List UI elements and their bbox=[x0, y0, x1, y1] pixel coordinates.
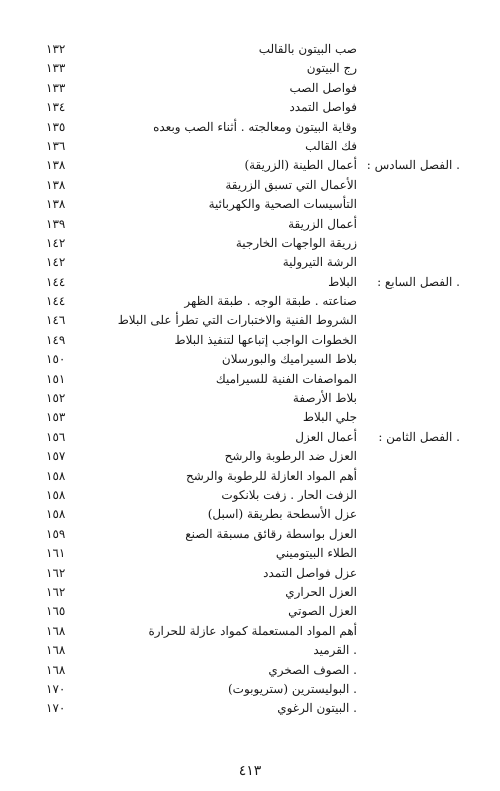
toc-entry bbox=[40, 176, 460, 195]
entry-page-number: ١٥٣ bbox=[46, 410, 66, 425]
entry-page-number: ١٦٨ bbox=[46, 643, 66, 658]
entry-page-number: ١٥٨ bbox=[46, 487, 66, 502]
entry-page-number: ١٦٨ bbox=[46, 662, 66, 677]
entry-title: الأعمال التي تسبق الزريقة bbox=[225, 177, 357, 192]
entry-page-number: ١٣٦ bbox=[46, 138, 66, 153]
entry-title: عزل الأسطحة بطريقة (اسبل) bbox=[207, 507, 357, 522]
toc-entry bbox=[40, 467, 460, 486]
entry-page-number: ١٦١ bbox=[46, 546, 66, 561]
entry-title: فواصل الصب bbox=[289, 80, 357, 95]
entry-title: بلاط السيراميك والبورسلان bbox=[221, 352, 357, 367]
toc-entry bbox=[40, 622, 460, 641]
entry-page-number: ١٥٩ bbox=[46, 526, 66, 541]
entry-title: الشروط الفنية والاختبارات التي تطرأ على البلاط bbox=[117, 313, 357, 328]
toc-entry bbox=[40, 311, 460, 330]
entry-page-number: ١٥٧ bbox=[46, 449, 66, 464]
entry-title: الخطوات الواجب إتباعها لتنفيذ البلاط bbox=[174, 332, 357, 347]
toc-entry bbox=[40, 447, 460, 466]
chapter-label: . الفصل السادس : bbox=[366, 158, 460, 173]
entry-page-number: ١٥٦ bbox=[46, 429, 66, 444]
entry-title: . القرميد bbox=[313, 643, 357, 658]
chapter-label: . الفصل السابع : bbox=[377, 274, 460, 289]
entry-page-number: ١٤٩ bbox=[46, 332, 66, 347]
entry-page-number: ١٥٠ bbox=[46, 352, 66, 367]
toc-entry bbox=[40, 389, 460, 408]
entry-page-number: ١٦٢ bbox=[46, 565, 66, 580]
entry-page-number: ١٣٨ bbox=[46, 158, 66, 173]
toc-entry bbox=[40, 98, 460, 117]
entry-page-number: ١٥٨ bbox=[46, 507, 66, 522]
entry-title: فواصل التمدد bbox=[289, 100, 357, 115]
toc-entry bbox=[40, 525, 460, 544]
toc-entry bbox=[40, 253, 460, 272]
toc-entry bbox=[40, 641, 460, 660]
chapter-label: . الفصل الثامن : bbox=[378, 429, 460, 444]
entry-page-number: ١٣٩ bbox=[46, 216, 66, 231]
entry-title: العزل الحراري bbox=[285, 584, 357, 599]
entry-page-number: ١٣٥ bbox=[46, 119, 66, 134]
entry-title: جلي البلاط bbox=[302, 410, 357, 425]
entry-page-number: ١٣٤ bbox=[46, 100, 66, 115]
toc-entry bbox=[40, 273, 460, 292]
entry-title: رج البيتون bbox=[306, 61, 357, 76]
entry-title: . البيتون الرغوي bbox=[277, 701, 357, 716]
entry-title: الرشة التيرولية bbox=[282, 255, 357, 270]
page-number: ٤١٣ bbox=[238, 763, 262, 779]
toc-entry bbox=[40, 292, 460, 311]
entry-title: العزل بواسطة رقائق مسبقة الصنع bbox=[185, 526, 357, 541]
entry-title: المواصفات الفنية للسيراميك bbox=[215, 371, 357, 386]
entry-page-number: ١٣٣ bbox=[46, 80, 66, 95]
toc-entry bbox=[40, 350, 460, 369]
toc-entry bbox=[40, 59, 460, 78]
entry-title: عزل فواصل التمدد bbox=[263, 565, 357, 580]
entry-title: . البوليسترين (ستريوبوت) bbox=[228, 681, 357, 696]
toc-entry bbox=[40, 195, 460, 214]
toc-entry bbox=[40, 331, 460, 350]
entry-page-number: ١٥٨ bbox=[46, 468, 66, 483]
entry-title: أعمال الطينة (الزريقة) bbox=[244, 158, 357, 173]
entry-page-number: ١٥١ bbox=[46, 371, 66, 386]
entry-title: أعمال الزريقة bbox=[288, 216, 357, 231]
entry-page-number: ١٣٨ bbox=[46, 197, 66, 212]
entry-page-number: ١٧٠ bbox=[46, 681, 66, 696]
toc-entry bbox=[40, 661, 460, 680]
toc-entry bbox=[40, 79, 460, 98]
entry-title: الزفت الحار . زفت بلانكوت bbox=[221, 487, 357, 502]
entry-title: زريقة الواجهات الخارجية bbox=[235, 235, 357, 250]
entry-page-number: ١٤٢ bbox=[46, 255, 66, 270]
entry-page-number: ١٥٢ bbox=[46, 391, 66, 406]
toc-entry bbox=[40, 544, 460, 563]
toc-entry bbox=[40, 234, 460, 253]
toc-entry bbox=[40, 156, 460, 175]
entry-page-number: ١٣٣ bbox=[46, 61, 66, 76]
entry-title: البلاط bbox=[328, 274, 357, 289]
entry-title: العزل ضد الرطوبة والرشح bbox=[224, 449, 357, 464]
entry-title: صب البيتون بالقالب bbox=[258, 42, 357, 56]
entry-page-number: ١٦٥ bbox=[46, 604, 66, 619]
toc-entry bbox=[40, 564, 460, 583]
toc-entry bbox=[40, 583, 460, 602]
entry-title: أهم المواد العازلة للرطوبة والرشح bbox=[185, 468, 357, 483]
entry-page-number: ١٤٦ bbox=[46, 313, 66, 328]
toc-entry bbox=[40, 40, 460, 59]
toc-entry bbox=[40, 505, 460, 524]
table-of-contents bbox=[40, 40, 460, 719]
entry-page-number: ١٣٨ bbox=[46, 177, 66, 192]
toc-entry bbox=[40, 408, 460, 427]
entry-page-number: ١٧٠ bbox=[46, 701, 66, 716]
toc-entry bbox=[40, 118, 460, 137]
entry-title: بلاط الأرصفة bbox=[292, 391, 357, 406]
entry-title: العزل الصوتي bbox=[288, 604, 357, 619]
entry-page-number: ١٣٢ bbox=[46, 42, 66, 56]
entry-page-number: ١٤٢ bbox=[46, 235, 66, 250]
entry-page-number: ١٤٤ bbox=[46, 274, 66, 289]
entry-title: الطلاء البيتوميني bbox=[275, 546, 357, 561]
entry-title: صناعته . طبقة الوجه . طبقة الظهر bbox=[184, 294, 357, 309]
toc-entry bbox=[40, 215, 460, 234]
toc-entry bbox=[40, 680, 460, 699]
entry-title: . الصوف الصخري bbox=[268, 662, 357, 677]
toc-entry bbox=[40, 602, 460, 621]
toc-entry bbox=[40, 428, 460, 447]
entry-title: وقاية البيتون ومعالجته . أثناء الصب وبعده bbox=[153, 119, 357, 134]
entry-title: أهم المواد المستعملة كمواد عازلة للحرارة bbox=[148, 623, 357, 638]
entry-page-number: ١٦٢ bbox=[46, 584, 66, 599]
entry-title: التأسيسات الصحية والكهربائية bbox=[208, 197, 357, 212]
entry-page-number: ١٤٤ bbox=[46, 294, 66, 309]
toc-entry bbox=[40, 370, 460, 389]
entry-title: أعمال العزل bbox=[295, 429, 357, 444]
entry-title: فك القالب bbox=[305, 138, 357, 153]
entry-page-number: ١٦٨ bbox=[46, 623, 66, 638]
toc-entry bbox=[40, 137, 460, 156]
toc-entry bbox=[40, 699, 460, 718]
toc-entry bbox=[40, 486, 460, 505]
